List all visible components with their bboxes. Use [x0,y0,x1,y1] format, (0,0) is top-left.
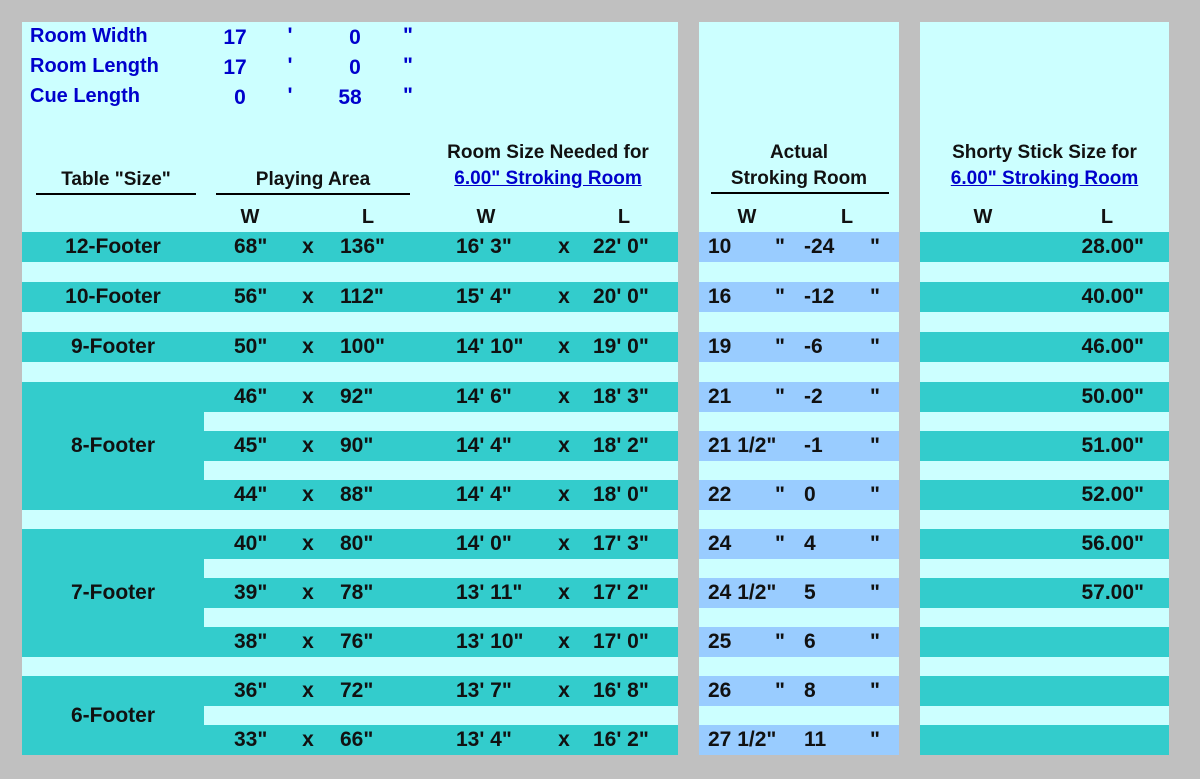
actual-length-mark: " [870,285,880,308]
group-label: 9-Footer [71,335,155,358]
playing-w-header: W [240,206,260,228]
actual-length-mark: " [870,728,880,751]
group-label: 10-Footer [65,285,161,308]
actual-length: -1 [804,434,823,457]
playing-width: 36" [234,679,268,702]
room-width: 16' 3" [456,235,512,258]
room-width: 13' 10" [456,630,524,653]
playing-width: 39" [234,581,268,604]
actual-width-mark: " [775,630,785,653]
actual-width: 10 [708,235,732,258]
playing-length: 112" [340,285,384,308]
room-length: 18' 0" [593,483,649,506]
x-separator: x [302,434,314,457]
actual-length-mark: " [870,434,880,457]
shorty-w-header: W [973,206,993,228]
room-width-in[interactable]: 0 [349,26,361,49]
shorty-length: 57.00" [1081,581,1144,604]
actual-length: -2 [804,385,823,408]
room-width: 14' 4" [456,434,512,457]
x-separator: x [302,285,314,308]
playing-length: 92" [340,385,374,408]
actual-length: -12 [804,285,835,308]
actual-length: 4 [804,532,816,555]
actual-length: 6 [804,630,816,653]
shorty-length: 56.00" [1081,532,1144,555]
actual-width: 22 [708,483,732,506]
playing-length: 136" [340,235,385,258]
actual-length-mark: " [870,630,880,653]
room-length: 18' 2" [593,434,649,457]
actual-length: 8 [804,679,816,702]
actual-width: 27 1/2" [708,728,777,751]
actual-width: 21 1/2" [708,434,777,457]
room-length-ft[interactable]: 17 [223,56,247,79]
actual-width-mark: " [775,335,785,358]
playing-length: 78" [340,581,374,604]
room-width-label: Room Width [30,25,148,47]
actual-width-mark: " [775,532,785,555]
x-separator: x [302,385,314,408]
playing-length: 76" [340,630,374,653]
room-length-in-mark: " [403,54,413,77]
shorty-length: 28.00" [1081,235,1144,258]
room-width-in-mark: " [403,24,413,47]
actual-width: 24 [708,532,732,555]
x-separator: x [302,630,314,653]
actual-w-header: W [737,206,757,228]
room-length: 16' 2" [593,728,649,751]
room-needed-header-line2[interactable] [420,166,676,192]
cue-length-ft-mark: ' [287,84,293,107]
actual-length: 11 [804,728,827,751]
room-length-label: Room Length [30,55,159,77]
actual-header-line1: Actual [769,142,829,163]
actual-width: 19 [708,335,732,358]
room-length: 16' 8" [593,679,649,702]
playing-width: 40" [234,532,268,555]
playing-width: 68" [234,235,268,258]
room-width: 15' 4" [456,285,512,308]
x-separator: x [558,434,570,457]
row-band-shorty [920,676,1169,706]
room-width: 14' 10" [456,335,524,358]
shorty-l-header: L [1100,206,1114,228]
playing-length: 66" [340,728,374,751]
actual-length-mark: " [870,385,880,408]
playing-width: 45" [234,434,268,457]
table-size-header: Table "Size" [61,169,171,190]
actual-length-mark: " [870,532,880,555]
cue-length-label: Cue Length [30,85,140,107]
x-separator: x [558,235,570,258]
room-width: 13' 11" [456,581,523,604]
shorty-length: 46.00" [1081,335,1144,358]
room-length: 17' 2" [593,581,649,604]
playing-area-header: Playing Area [255,169,371,190]
playing-width: 44" [234,483,268,506]
group-label: 8-Footer [71,434,155,457]
shorty-length: 40.00" [1081,285,1144,308]
room-width: 13' 4" [456,728,512,751]
actual-width-mark: " [775,385,785,408]
room-width-ft-mark: ' [287,24,293,47]
playing-width: 46" [234,385,268,408]
playing-length: 80" [340,532,374,555]
row-band-shorty [920,725,1169,755]
playing-width: 50" [234,335,268,358]
actual-width: 16 [708,285,732,308]
actual-width: 24 1/2" [708,581,777,604]
room-length-ft-mark: ' [287,54,293,77]
shorty-length: 50.00" [1081,385,1144,408]
playing-length: 100" [340,335,385,358]
actual-width: 21 [708,385,732,408]
x-separator: x [558,483,570,506]
room-l-header: L [617,206,631,228]
x-separator: x [558,335,570,358]
actual-length-mark: " [870,235,880,258]
room-width: 14' 6" [456,385,512,408]
actual-length-mark: " [870,581,880,604]
playing-length: 88" [340,483,374,506]
room-needed-link[interactable]: 6.00" Stroking Room [454,168,642,189]
playing-width: 56" [234,285,268,308]
cue-length-ft[interactable]: 0 [234,86,246,109]
actual-header-line2: Stroking Room [730,168,868,189]
group-label: 7-Footer [71,581,155,604]
room-width: 14' 4" [456,483,512,506]
x-separator: x [558,581,570,604]
cue-length-in-mark: " [403,84,413,107]
x-separator: x [558,630,570,653]
actual-width: 26 [708,679,732,702]
actual-length-mark: " [870,679,880,702]
actual-width: 25 [708,630,732,653]
shorty-header-line2[interactable] [920,166,1169,192]
x-separator: x [558,385,570,408]
actual-length: -6 [804,335,823,358]
room-length: 18' 3" [593,385,649,408]
actual-width-mark: " [775,235,785,258]
room-length: 17' 0" [593,630,649,653]
actual-width-mark: " [775,679,785,702]
x-separator: x [302,728,314,751]
actual-width-mark: " [775,285,785,308]
playing-area-underline [216,193,410,195]
shorty-header-line1: Shorty Stick Size for [952,142,1137,163]
x-separator: x [558,532,570,555]
x-separator: x [302,679,314,702]
x-separator: x [302,483,314,506]
room-needed-header-line1: Room Size Needed for [447,142,649,163]
x-separator: x [558,679,570,702]
room-width: 13' 7" [456,679,512,702]
x-separator: x [302,335,314,358]
playing-width: 38" [234,630,268,653]
actual-length: -24 [804,235,835,258]
table-size-underline [36,193,196,195]
shorty-link[interactable]: 6.00" Stroking Room [950,168,1139,189]
x-separator: x [302,235,314,258]
row-band-shorty [920,627,1169,657]
room-width-ft[interactable]: 17 [223,26,247,49]
room-length-in[interactable]: 0 [349,56,361,79]
shorty-length: 52.00" [1081,483,1144,506]
group-label: 12-Footer [65,235,161,258]
room-w-header: W [476,206,496,228]
actual-underline [711,192,889,194]
actual-width-mark: " [775,483,785,506]
x-separator: x [558,728,570,751]
actual-length-mark: " [870,483,880,506]
room-length: 22' 0" [593,235,649,258]
actual-length: 0 [804,483,816,506]
playing-width: 33" [234,728,268,751]
room-length: 17' 3" [593,532,649,555]
x-separator: x [302,581,314,604]
playing-length: 72" [340,679,374,702]
cue-length-in[interactable]: 58 [338,86,362,109]
x-separator: x [302,532,314,555]
actual-length: 5 [804,581,816,604]
actual-length-mark: " [870,335,880,358]
room-width: 14' 0" [456,532,512,555]
room-length: 20' 0" [593,285,649,308]
actual-l-header: L [840,206,854,228]
playing-l-header: L [361,206,375,228]
group-label: 6-Footer [71,703,155,727]
playing-length: 90" [340,434,374,457]
shorty-length: 51.00" [1081,434,1144,457]
room-length: 19' 0" [593,335,649,358]
x-separator: x [558,285,570,308]
